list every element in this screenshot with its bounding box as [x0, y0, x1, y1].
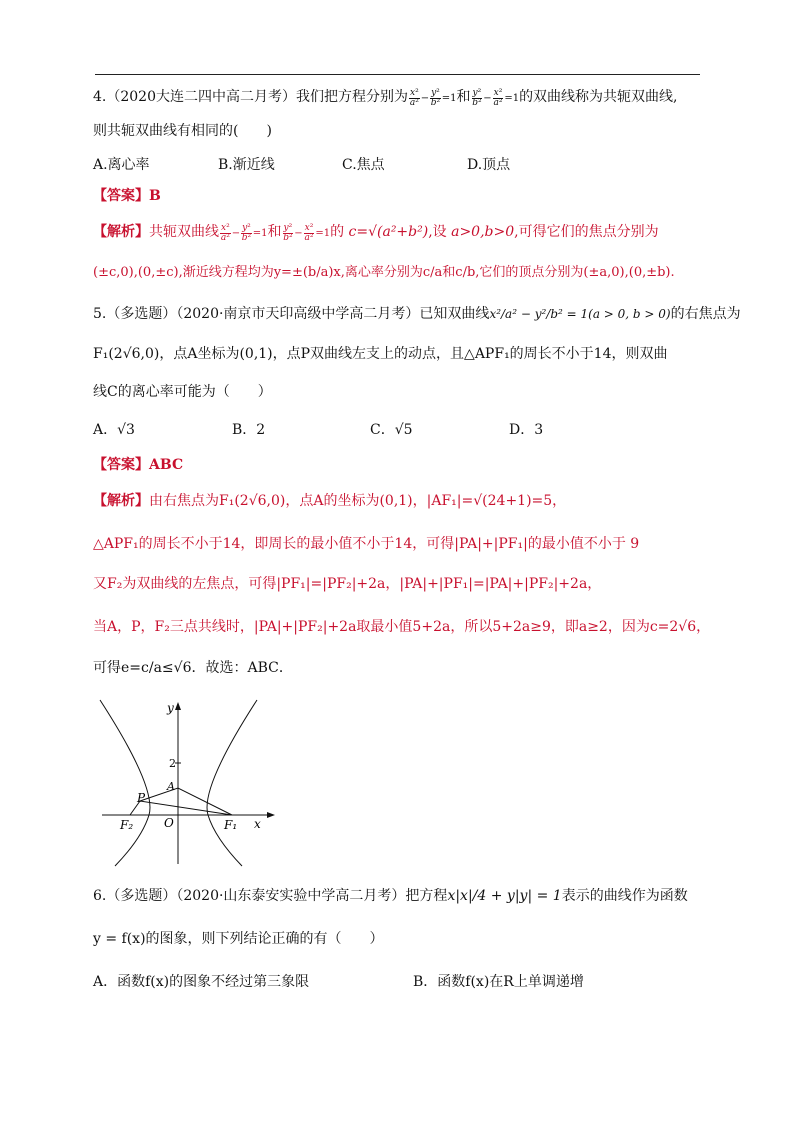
q5-stem-text: 5.（多选题）（2020·南京市天印高级中学高二月考）已知双曲线	[93, 306, 490, 322]
q5-option-b: B．2	[232, 422, 266, 438]
analysis-formula: a>0,b>0	[451, 224, 515, 240]
q5-option-c: C．√5	[370, 422, 413, 438]
left-branch	[100, 700, 150, 866]
x-label: x	[254, 817, 261, 831]
hyperbola-figure	[97, 698, 277, 868]
q4-eq1: $\frac{\text{x²}}{\text{a²}}$ − $\frac{\text{y²}}{\text{b²}}$ =1	[409, 88, 457, 108]
q5-stem-line2: F₁(2√6,0)，点A坐标为(0,1)，点P双曲线左支上的动点，且△APF₁的周长不小于14，则双曲	[93, 346, 668, 362]
q4-analysis-line2: (±c,0),(0,±c),渐近线方程均为y=±(b/a)x,离心率分别为c/a和c/b,它们的顶点分别为(±a,0),(0,±b).	[93, 265, 675, 280]
analysis-text: ,设	[428, 224, 447, 240]
y-axis-arrow	[175, 702, 181, 710]
q4-and-text: 和	[456, 89, 471, 105]
y-label: y	[167, 701, 174, 715]
q5-option-a: A．√3	[93, 422, 135, 438]
q4-stem-line2: 则共轭双曲线有相同的( )	[93, 123, 272, 139]
q6-eq: x|x|/4 + y|y| = 1	[447, 888, 562, 904]
point-p-label: P	[137, 791, 146, 805]
right-branch	[207, 700, 257, 866]
analysis-text: 和	[267, 224, 282, 240]
q5-analysis-line4: 当A，P，F₂三点共线时，|PA|+|PF₂|+2a取最小值5+2a，所以5+2a≥9，即a≥2，因为c=2√6，	[93, 619, 711, 635]
analysis-formula: c=√(a²+b²)	[348, 224, 429, 240]
answer-value: B	[149, 188, 161, 204]
f2-label: F₂	[120, 818, 134, 832]
q4-eq2: $\frac{\text{y²}}{\text{b²}}$ − $\frac{\text{x²}}{\text{a²}}$ =1	[472, 88, 520, 108]
q6-stem-line1	[93, 886, 688, 906]
q4-option-d: D.顶点	[467, 157, 511, 173]
q4-answer	[93, 186, 161, 206]
q4-stem-tail: 的双曲线称为共轭双曲线,	[519, 89, 678, 105]
q4-option-b: B.渐近线	[218, 157, 275, 173]
q4-option-a: A.离心率	[93, 157, 150, 173]
answer-tag: 【答案】	[93, 188, 149, 204]
f1-label: F₁	[224, 818, 238, 832]
q4-stem-line1	[93, 87, 678, 109]
q5-analysis-line2: △APF₁的周长不小于14，即周长的最小值不小于14，可得|PA|+|PF₁|的最小值不小于 9	[93, 536, 640, 552]
q4-analysis-eq2: $\frac{\text{y²}}{\text{b²}}$ − $\frac{\text{x²}}{\text{a²}}$ =1	[283, 223, 331, 243]
origin-label: O	[164, 816, 174, 830]
q5-analysis-line3: 又F₂为双曲线的左焦点，可得|PF₁|=|PF₂|+2a，|PA|+|PF₁|=|PA|+|PF₂|+2a，	[93, 576, 602, 592]
q6-stem-tail: 表示的曲线作为函数	[561, 888, 688, 904]
q4-option-c: C.焦点	[342, 157, 385, 173]
q5-analysis-line5: 可得e=c/a≤√6．故选：ABC．	[93, 660, 293, 676]
q5-stem-tail: 的右焦点为	[670, 306, 741, 322]
q5-stem-line3: 线C的离心率可能为（ ）	[93, 384, 272, 400]
q5-stem-line1	[93, 304, 741, 324]
q6-stem-text: 6.（多选题）（2020·山东泰安实验中学高二月考）把方程	[93, 888, 448, 904]
q4-stem-text: 4.（2020大连二四中高二月考）我们把方程分别为	[93, 89, 408, 105]
analysis-text: 的	[330, 224, 345, 240]
q5-answer	[93, 455, 183, 475]
analysis-text: 共轭双曲线	[149, 224, 219, 240]
analysis-text: ,可得它们的焦点分别为	[514, 224, 659, 240]
q6-stem-line2: y = f(x)的图象，则下列结论正确的有（ ）	[93, 931, 384, 947]
q4-analysis-line1	[93, 222, 659, 244]
q5-option-d: D．3	[509, 422, 544, 438]
q4-analysis-eq1: $\frac{\text{x²}}{\text{a²}}$ − $\frac{\text{y²}}{\text{b²}}$ =1	[220, 223, 268, 243]
answer-value: ABC	[149, 457, 184, 473]
triangle-apf1	[130, 788, 232, 815]
analysis-tag: 【解析】	[93, 493, 149, 509]
q5-eq: x²/a² − y²/b² = 1(a > 0, b > 0)	[489, 307, 671, 321]
tick-label-2: 2	[169, 757, 176, 770]
header-rule	[95, 74, 700, 75]
q6-option-a: A．函数f(x)的图象不经过第三象限	[93, 974, 310, 990]
answer-tag: 【答案】	[93, 457, 149, 473]
q6-option-b: B．函数f(x)在R上单调递增	[413, 974, 584, 990]
analysis-tag: 【解析】	[93, 224, 149, 240]
analysis-text: 由右焦点为F₁(2√6,0)，点A的坐标为(0,1)，|AF₁|=√(24+1)=5，	[149, 493, 567, 509]
x-axis-arrow	[267, 812, 275, 818]
point-a-label: A	[167, 780, 175, 793]
q5-analysis-line1	[93, 491, 566, 511]
